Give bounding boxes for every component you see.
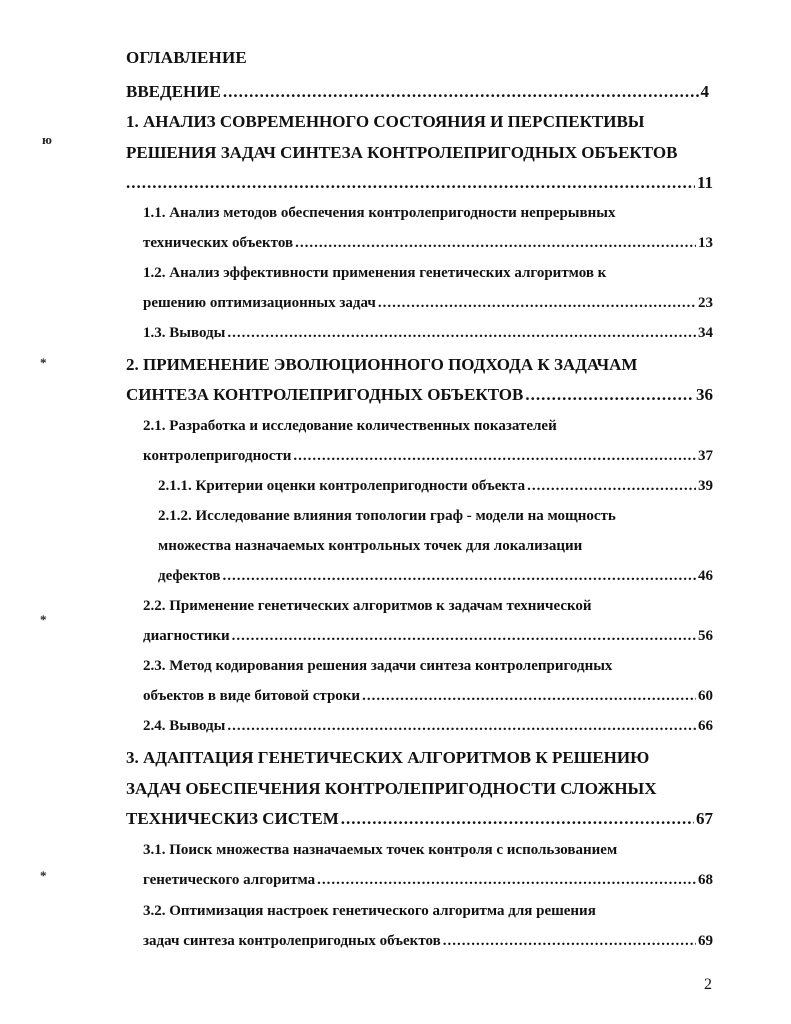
toc-entry[interactable] [126,809,713,829]
toc-entry-page: 60 [698,688,713,704]
toc-entry-text: технических объектов [143,235,294,251]
toc-entry-text: 2. ПРИМЕНЕНИЕ ЭВОЛЮЦИОННОГО ПОДХОДА К ЗАДАЧАМ [126,355,638,374]
toc-entry-text: 2.1. Разработка и исследование количественных показателей [143,418,557,434]
toc-entry[interactable] [143,598,592,615]
margin-mark: * [40,355,47,370]
toc-entry[interactable] [126,385,713,405]
toc-entry[interactable] [143,418,557,435]
toc-entry-text: 2.1.2. Исследование влияния топологии граф - модели на мощность [158,508,616,524]
page-number: 2 [704,976,712,993]
toc-entry-text: 2.3. Метод кодирования решения задачи синтеза контролепригодных [143,658,613,674]
toc-entry-page: 66 [698,718,713,734]
toc-entry[interactable] [143,842,617,859]
toc-entry-text: ЗАДАЧ ОБЕСПЕЧЕНИЯ КОНТРОЛЕПРИГОДНОСТИ СЛОЖНЫХ [126,779,657,798]
toc-leader-dots [317,872,696,889]
toc-leader-dots [341,809,694,829]
margin-mark: ю [42,132,52,147]
toc-entry[interactable] [143,872,713,889]
toc-entry-text: СИНТЕЗА КОНТРОЛЕПРИГОДНЫХ ОБЪЕКТОВ [126,385,524,404]
toc-entry-page: 46 [698,568,713,584]
toc-entry[interactable] [126,143,677,163]
toc-entry[interactable] [143,628,713,645]
toc-title: ОГЛАВЛЕНИЕ [126,48,247,67]
toc-leader-dots [223,82,699,102]
margin-mark: * [40,612,47,627]
toc-entry-text: генетического алгоритма [143,872,316,888]
toc-entry-text: задач синтеза контролепригодных объектов [143,933,441,949]
toc-entry[interactable] [143,688,713,705]
toc-entry[interactable] [158,538,582,555]
toc-entry-text: решению оптимизационных задач [143,295,376,311]
toc-entry-text: множества назначаемых контрольных точек для локализации [158,538,583,554]
toc-entry-page: 11 [696,173,713,192]
toc-entry-text: контролепригодности [143,448,292,464]
toc-entry-text: 3. АДАПТАЦИЯ ГЕНЕТИЧЕСКИХ АЛГОРИТМОВ К РЕШЕНИЮ [126,748,650,767]
toc-entry[interactable] [126,82,709,102]
toc-entry-text: 3.2. Оптимизация настроек генетического алгоритма для решения [143,903,596,919]
toc-entry[interactable] [143,718,713,735]
toc-entry-text: 2.1.1. Критерии оценки контролепригодности объекта [158,478,526,494]
toc-entry[interactable] [143,903,596,920]
toc-entry-page: 34 [698,325,713,341]
toc-leader-dots [378,295,696,312]
toc-entry-page: 4 [700,82,709,101]
toc-entry[interactable] [158,568,713,585]
toc-entry[interactable] [143,658,612,675]
toc-entry-page: 13 [698,235,713,251]
toc-entry[interactable] [126,112,644,132]
toc-entry-page: 56 [698,628,713,644]
toc-entry[interactable] [158,508,616,525]
toc-entry[interactable] [126,173,713,193]
toc-entry-text: дефектов [158,568,221,584]
toc-leader-dots [295,235,696,252]
toc-entry[interactable] [126,355,637,375]
toc-leader-dots [443,933,696,950]
toc-entry-text: ВВЕДЕНИЕ [126,82,221,101]
toc-entry[interactable] [126,748,649,768]
toc-leader-dots [362,688,696,705]
toc-leader-dots [232,628,696,645]
toc-leader-dots [126,173,695,193]
toc-entry[interactable] [143,933,713,950]
toc-leader-dots [527,478,696,495]
toc-entry-text: 1.3. Выводы [143,325,226,341]
toc-entry-page: 68 [698,872,713,888]
toc-entry-page: 37 [698,448,713,464]
margin-mark: * [40,868,47,883]
toc-entry-text: РЕШЕНИЯ ЗАДАЧ СИНТЕЗА КОНТРОЛЕПРИГОДНЫХ ОБЪЕКТОВ [126,143,678,162]
toc-entry-text: 2.2. Применение генетических алгоритмов к задачам технической [143,598,592,614]
toc-entry-text: 1.1. Анализ методов обеспечения контролепригодности непрерывных [143,205,616,221]
toc-entry-text: 1. АНАЛИЗ СОВРЕМЕННОГО СОСТОЯНИЯ И ПЕРСПЕКТИВЫ [126,112,645,131]
toc-leader-dots [525,385,694,405]
toc-leader-dots [223,568,696,585]
toc-entry-page: 23 [698,295,713,311]
toc-entry-text: 1.2. Анализ эффективности применения генетических алгоритмов к [143,265,607,281]
toc-entry-text: 2.4. Выводы [143,718,226,734]
toc-entry[interactable] [143,235,713,252]
toc-entry-text: 3.1. Поиск множества назначаемых точек контроля с использованием [143,842,618,858]
toc-entry[interactable] [143,265,606,282]
toc-entry[interactable] [143,295,713,312]
toc-leader-dots [227,325,696,342]
toc-entry[interactable] [158,478,713,495]
toc-entry-text: объектов в виде битовой строки [143,688,361,704]
toc-entry-page: 36 [696,385,713,404]
toc-entry[interactable] [126,779,657,799]
toc-entry[interactable] [143,448,713,465]
toc-entry[interactable] [143,325,713,342]
toc-entry-page: 67 [696,809,713,828]
toc-entry-text: диагностики [143,628,230,644]
toc-entry-page: 39 [698,478,713,494]
toc-leader-dots [227,718,696,735]
toc-leader-dots [293,448,696,465]
toc-entry-page: 69 [698,933,713,949]
toc-entry[interactable] [143,205,615,222]
toc-entry-text: ТЕХНИЧЕСКИЗ СИСТЕМ [126,809,339,828]
